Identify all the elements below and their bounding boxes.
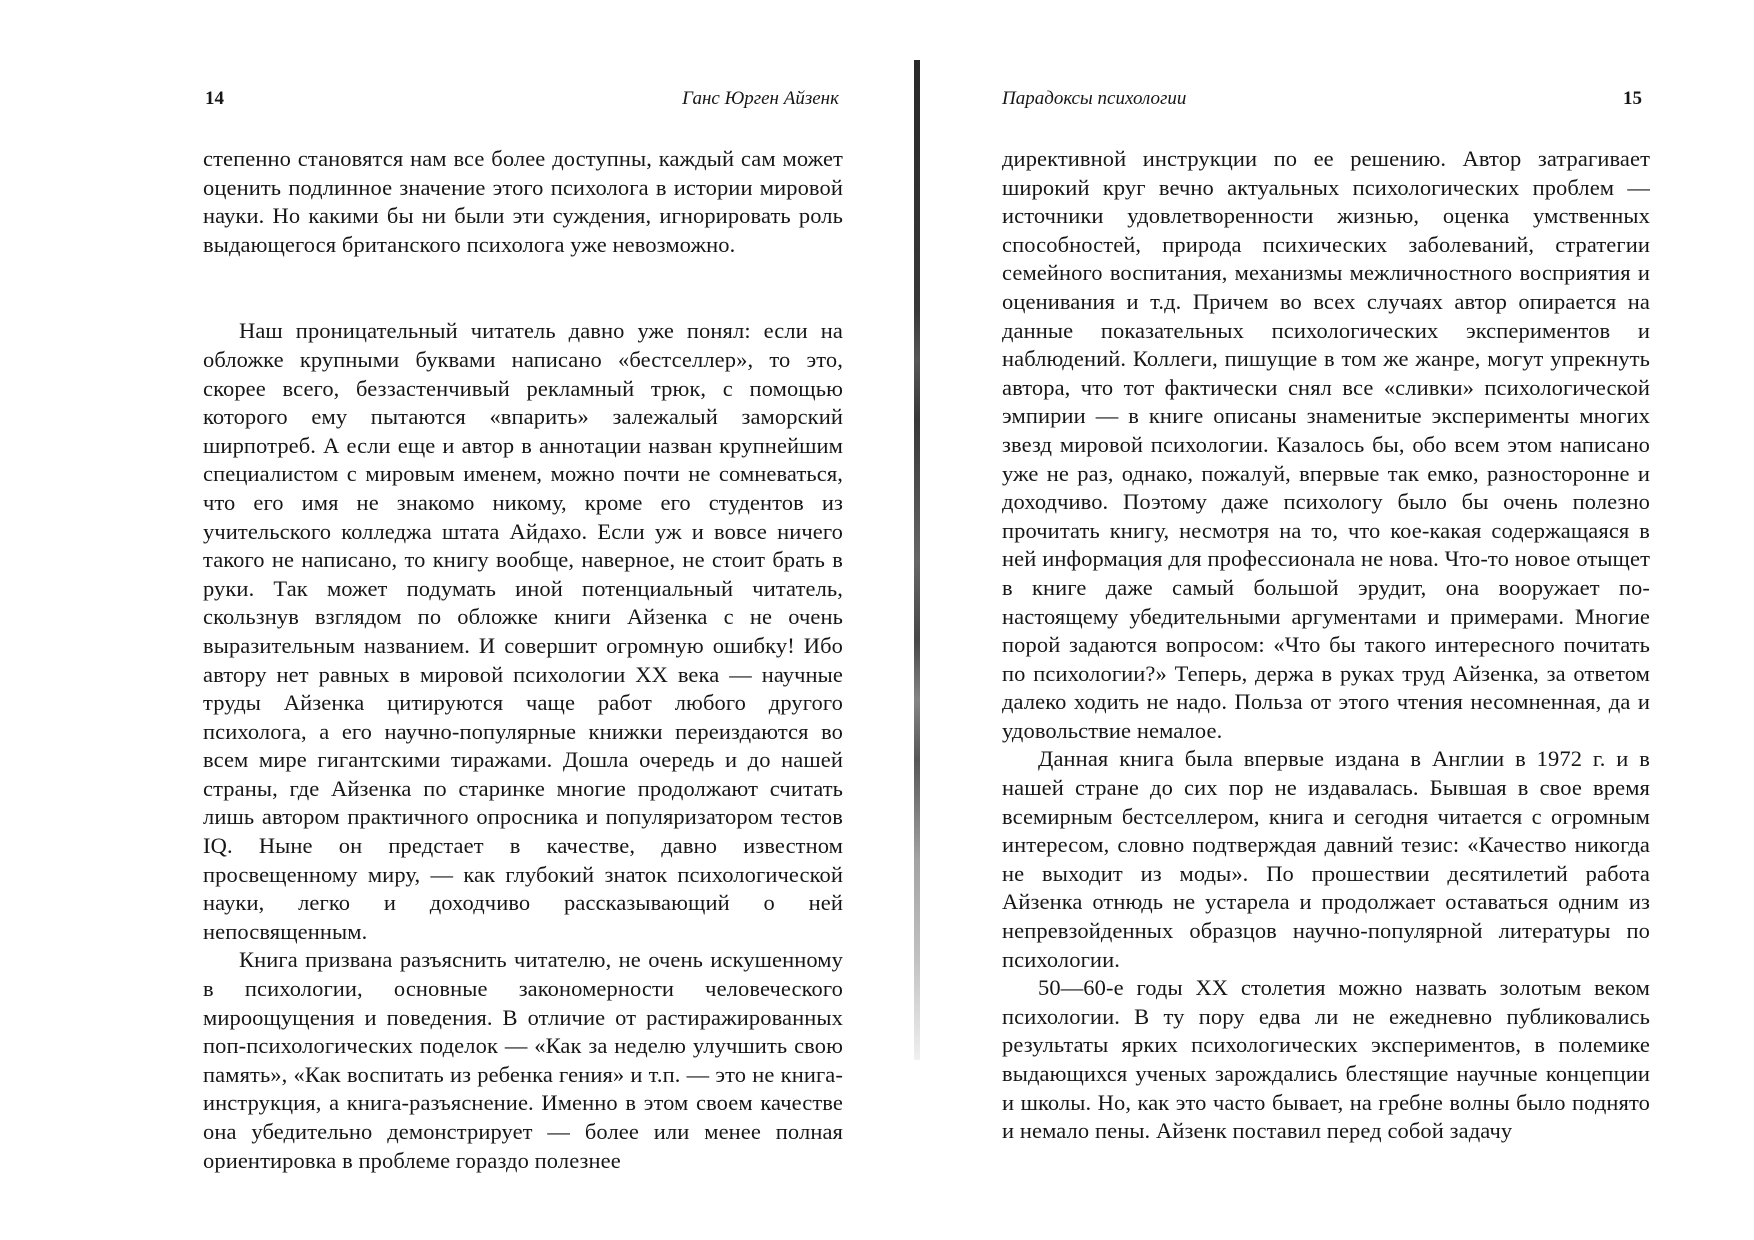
left-paragraph-3: Книга призвана разъяснить читателю, не очень искушенному в психологии, основные закономерности человеческого мироощущения и поведения. В отличие от растиражированных поп-психологических поделок — «Как за неделю улучшить свою память», «Как воспитать из ребенка гения» и т.п. — это не книга-инструкция, а книга-разъяснение. Именно в этом своем качестве она убедительно демонстрирует — более или менее полная ориентировка в проблеме гораздо полезнее [203,947,843,1173]
left-page-body [203,145,843,1175]
book-gutter-shadow [914,60,920,1060]
right-running-head-title: Парадоксы психологии [1002,88,1187,109]
right-paragraph-1: директивной инструкции по ее решению. Автор затрагивает широкий круг вечно актуальных психологических проблем — источники удовлетворенности жизнью, оценка умственных способностей, природа психических заболеваний, стратегии семейного воспитания, механизмы межличностного восприятия и оценивания и т.д. Причем во всех случаях автор опирается на данные показательных психологических экспериментов и наблюдений. Коллеги, пишущие в том же жанре, могут упрекнуть автора, что тот фактически снял все «сливки» психологической эмпирии — в книге описаны знаменитые эксперименты многих звезд мировой психологии. Казалось бы, обо всем этом написано уже не раз, однако, пожалуй, впервые так емко, разносторонне и доходчиво. Поэтому даже психологу было бы очень полезно прочитать книгу, несмотря на то, что кое-какая содержащаяся в ней информация для профессионала не нова. Что-то новое отыщет в книге даже самый большой эрудит, она вооружает по-настоящему убедительными аргументами и примерами. Многие порой задаются вопросом: «Что бы такого интересного почитать по психологии?» Теперь, держа в руках труд Айзенка, за ответом далеко ходить не надо. Польза от этого чтения несомненная, да и удовольствие немалое. [1002,146,1650,743]
right-page [1002,0,1650,1240]
right-page-body [1002,145,1650,1146]
right-running-head [1002,88,1650,118]
left-page-number: 14 [205,88,224,109]
left-running-head [203,88,843,118]
left-paragraph-1: степенно становятся нам все более доступны, каждый сам может оценить подлинное значение этого психолога в истории мировой науки. Но какими бы ни были эти суждения, игнорировать роль выдающегося британского психолога уже невозможно. [203,146,843,257]
left-page [203,0,843,1240]
right-page-number: 15 [1623,88,1642,109]
left-paragraph-2: Наш проницательный читатель давно уже понял: если на обложке крупными буквами написано «бестселлер», то это, скорее всего, беззастенчивый рекламный трюк, с помощью которого ему пытаются «впарить» залежалый заморский ширпотреб. А если еще и автор в аннотации назван крупнейшим специалистом с мировым именем, можно почти не сомневаться, что его имя не знакомо никому, кроме его студентов из учительского колледжа штата Айдахо. Если уж и вовсе ничего такого не написано, то книгу вообще, наверное, не стоит брать в руки. Так может подумать иной потенциальный читатель, скользнув взглядом по обложке книги Айзенка с не очень выразительным названием. И совершит огромную ошибку! Ибо автору нет равных в мировой психологии XX века — научные труды Айзенка цитируются чаще работ любого другого психолога, а его научно-популярные книжки переиздаются во всем мире гигантскими тиражами. Дошла очередь и до нашей страны, где Айзенка по старинке многие продолжают считать лишь автором практичного опросника и популяризатором тестов IQ. Ныне он предстает в качестве, давно известном просвещенному миру, — как глубокий знаток психологической науки, легко и доходчиво рассказывающий о ней непосвященным. [203,318,843,944]
right-paragraph-3: 50—60-е годы XX столетия можно назвать золотым веком психологии. В ту пору едва ли не ежедневно публиковались результаты ярких психологических экспериментов, в полемике выдающихся ученых зарождались блестящие научные концепции и школы. Но, как это часто бывает, на гребне волны было поднято и немало пены. Айзенк поставил перед собой задачу [1002,975,1650,1144]
right-paragraph-2: Данная книга была впервые издана в Англии в 1972 г. и в нашей стране до сих пор не издавалась. Бывшая в свое время всемирным бестселлером, книга и сегодня читается с огромным интересом, словно подтверждая давний тезис: «Качество никогда не выходит из моды». По прошествии десятилетий работа Айзенка отнюдь не устарела и продолжает оставаться одним из непревзойденных образцов научно-популярной литературы по психологии. [1002,746,1650,972]
left-running-head-title: Ганс Юрген Айзенк [682,88,839,109]
